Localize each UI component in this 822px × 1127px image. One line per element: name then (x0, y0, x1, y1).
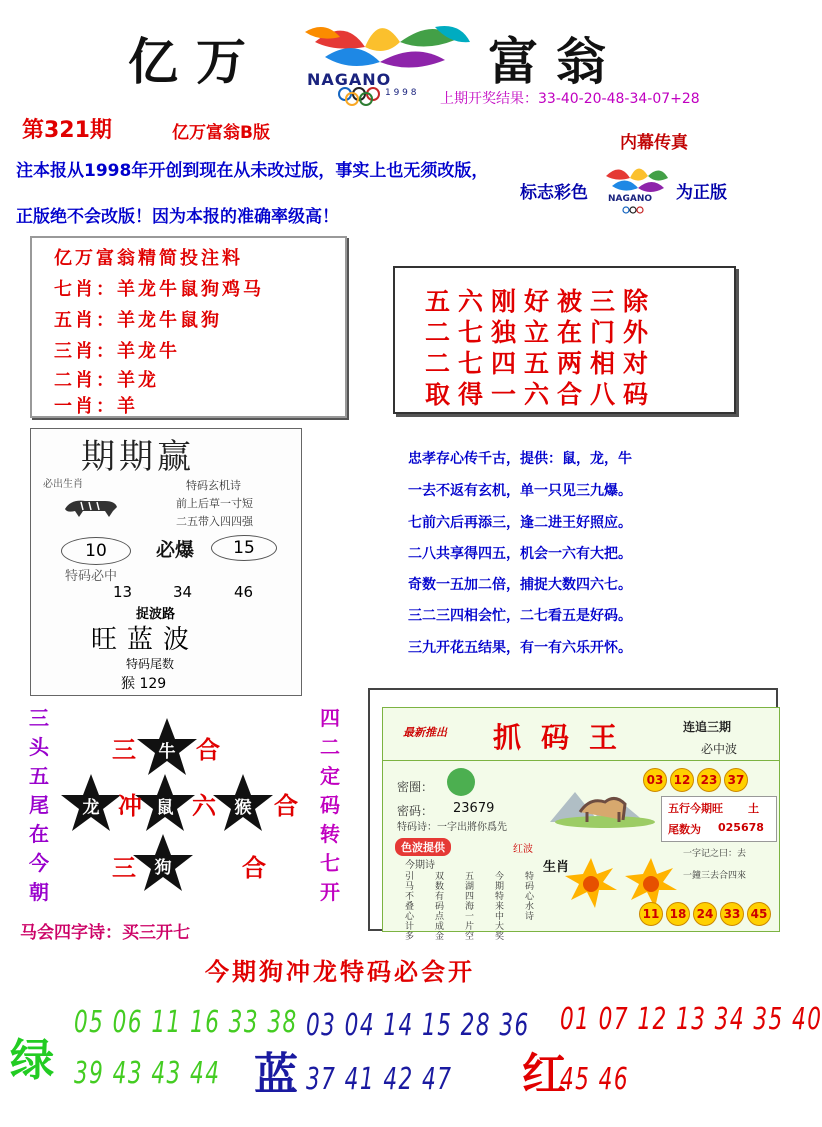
verse-line: 二七独立在门外 (425, 318, 657, 347)
star-label: 猴 (234, 798, 252, 818)
hongbo-label: 红波 (513, 844, 533, 855)
number-ball: 23 (697, 768, 721, 792)
red-char: 合 (274, 792, 298, 820)
blue-row2: 37 41 42 47 (306, 1062, 453, 1097)
top-balls (643, 768, 751, 792)
qiqi-wanglan: 旺蓝波 (91, 625, 200, 655)
zhuama-latest: 最新推出 (403, 726, 447, 739)
vertical-char: 七 (320, 851, 340, 875)
title-left: 亿万 (128, 32, 264, 91)
star-dog (132, 832, 194, 894)
vertical-char: 尾 (29, 793, 49, 817)
poem-col: 今期特来中大奖 (495, 872, 505, 942)
qiqi-num: 46 (234, 583, 254, 601)
jingjian-line: 三肖：羊龙牛 (54, 341, 180, 362)
qiqi-num-left: 10 (61, 537, 131, 565)
qiqi-bibao: 必爆 (156, 539, 195, 561)
wuxing-value: 土 (748, 802, 759, 815)
wuxing-label: 五行今期旺 (668, 802, 723, 815)
zhuama-mima: 23679 (453, 801, 495, 816)
poem-line: 七前六后再添三，逢二进王好照应。 (408, 515, 632, 531)
small-logo-text: NAGANO (608, 194, 653, 204)
small-nagano-logo (598, 158, 670, 216)
right-vertical (317, 704, 343, 907)
logo-note-left: 标志彩色 (520, 183, 588, 203)
number-ball: 18 (666, 902, 690, 926)
qiqi-tag: 必出生肖 (43, 479, 83, 490)
vertical-char: 头 (29, 735, 49, 759)
weishu-value: 025678 (718, 821, 764, 834)
vertical-char: 朝 (29, 880, 49, 904)
poem-col: 五湖四海一片空 (465, 872, 475, 942)
number-ball: 03 (643, 768, 667, 792)
qiqi-num: 34 (173, 583, 193, 601)
last-result: 上期开奖结果：33-40-20-48-34-07+28 (440, 91, 700, 107)
verse-line: 二七四五两相对 (425, 349, 657, 378)
zhuama-bizhong: 必中波 (701, 742, 738, 756)
red-row2: 45 46 (560, 1062, 630, 1097)
vertical-char: 码 (320, 793, 340, 817)
red-char: 合 (242, 854, 266, 882)
star-dragon (60, 772, 122, 834)
edition-label: 亿万富翁B版 (172, 123, 270, 143)
poem-line: 二八共享得四五，机会一六有大把。 (408, 546, 632, 562)
verse-line: 取得一六合八码 (425, 380, 657, 409)
number-ball: 45 (747, 902, 771, 926)
green-row1: 05 06 11 16 33 38 (74, 1005, 298, 1040)
jingjian-box (30, 236, 347, 418)
qiqi-note1: 特码玄机诗 (186, 479, 241, 492)
qiqi-num: 13 (113, 583, 133, 601)
verse-box (393, 266, 736, 414)
number-ball: 12 (670, 768, 694, 792)
issue-number: 第321期 (22, 118, 112, 143)
qiqi-bolu: 捉波路 (136, 607, 176, 622)
poem-line: 三九开花五结果，有一有六乐开怀。 (408, 640, 632, 656)
jinqishi-label: 今期诗 (405, 860, 435, 871)
jingjian-line: 五肖：羊龙牛鼠狗 (54, 310, 222, 331)
verse-line: 五六刚好被三除 (425, 287, 657, 316)
number-ball: 37 (724, 768, 748, 792)
title-right: 富翁 (488, 32, 624, 91)
jingjian-title: 亿万富翁精简投注料 (54, 248, 243, 269)
star-label: 龙 (82, 798, 100, 818)
vertical-char: 转 (320, 822, 340, 846)
vertical-char: 三 (29, 706, 49, 730)
vertical-char: 开 (320, 880, 340, 904)
notice-line1: 注本报从1998年开创到现在从未改过版，事实上也无须改版， (16, 161, 489, 181)
logo-note-right: 为正版 (676, 183, 727, 203)
logo-year: 1 9 9 8 (385, 88, 417, 98)
jinqi-line: 今期狗冲龙特码必会开 (205, 958, 475, 986)
star-monkey (212, 772, 274, 834)
qiqi-note3: 二五带入四四强 (176, 515, 253, 528)
jingjian-line: 二肖：羊龙 (54, 370, 159, 391)
qiqi-box (30, 428, 302, 696)
red-char: 三 (112, 854, 136, 882)
logo-text: NAGANO (307, 70, 392, 89)
weishu-label: 尾数为 (668, 823, 701, 836)
zhuama-temashi: 特码诗：一字出將你爲先 (397, 822, 507, 833)
zhuama-mima-label: 密码： (397, 804, 434, 818)
shengxiao-label: 生肖 (543, 860, 570, 875)
red-char: 冲 (118, 792, 142, 820)
poem-line: 一去不返有玄机，单一只见三九爆。 (408, 483, 632, 499)
sebo-badge: 色波提供 (395, 838, 451, 856)
green-label: 绿 (10, 1035, 54, 1086)
zhuama-title: 抓码王 (493, 721, 638, 754)
ji-note: 一鐘三去合四來 (683, 871, 747, 881)
zi-note: 一字记之曰：去 (683, 849, 747, 859)
red-char: 三 (112, 736, 136, 764)
qiqi-note2: 前上后草一寸短 (176, 497, 253, 510)
mahui-line: 马会四字诗：买三开七 (20, 923, 190, 943)
zhuama-miwei: 密圈： (397, 780, 434, 794)
red-char: 六 (192, 792, 216, 820)
camel-icon (545, 772, 655, 832)
poem-line: 三二三四相会忙，二七看五是好码。 (408, 608, 632, 624)
left-vertical (26, 704, 52, 907)
poem-line: 忠孝存心传千古，提供：鼠，龙，牛 (408, 451, 632, 467)
vertical-char: 二 (320, 735, 340, 759)
zhuama-lianzhui: 连追三期 (683, 720, 732, 734)
poem-col: 双数有码点成金 (435, 872, 445, 942)
circle-icon (447, 768, 475, 796)
jingjian-line: 一肖：羊 (54, 396, 138, 417)
number-ball: 24 (693, 902, 717, 926)
small-flower-icon (598, 158, 670, 216)
vertical-char: 定 (320, 764, 340, 788)
blue-label: 蓝 (254, 1049, 298, 1100)
poem-col: 引马不叠心计多 (405, 872, 415, 942)
number-ball: 11 (639, 902, 663, 926)
divider (383, 760, 779, 761)
neimu-label: 内幕传真 (620, 133, 688, 153)
red-label: 红 (522, 1049, 566, 1100)
notice-line2: 正版绝不会改版！因为本报的准确率级高！ (16, 207, 339, 227)
vertical-char: 今 (29, 851, 49, 875)
tiger-icon (61, 493, 121, 519)
vertical-char: 四 (320, 706, 340, 730)
red-row1: 01 07 12 13 34 35 40 (560, 1002, 822, 1037)
qiqi-tema: 特码尾数 (126, 657, 175, 671)
star-label: 鼠 (156, 798, 174, 818)
jingjian-line: 七肖：羊龙牛鼠狗鸡马 (54, 279, 264, 300)
qiqi-monkey: 猴 129 (121, 676, 167, 692)
zhuama-inner (382, 707, 780, 942)
wuxing-box (661, 796, 777, 842)
green-row2: 39 43 43 44 (74, 1056, 221, 1091)
star-label: 牛 (158, 742, 176, 762)
bottom-balls (639, 902, 774, 926)
blue-row1: 03 04 14 15 28 36 (306, 1008, 530, 1043)
star-ox (136, 716, 198, 778)
poem-line: 奇数一五加二倍，捕捉大数四六七。 (408, 577, 632, 593)
star-rat (134, 772, 196, 834)
qiqi-num-right: 15 (211, 535, 277, 561)
star-label: 狗 (154, 858, 172, 878)
poem-col-5: 特码心水诗 (525, 872, 535, 922)
qiqi-special-note: 特码必中 (65, 569, 118, 584)
red-char: 合 (196, 736, 220, 764)
vertical-char: 五 (29, 764, 49, 788)
vertical-char: 在 (29, 822, 49, 846)
qiqi-title: 期期赢 (81, 437, 195, 477)
number-ball: 33 (720, 902, 744, 926)
